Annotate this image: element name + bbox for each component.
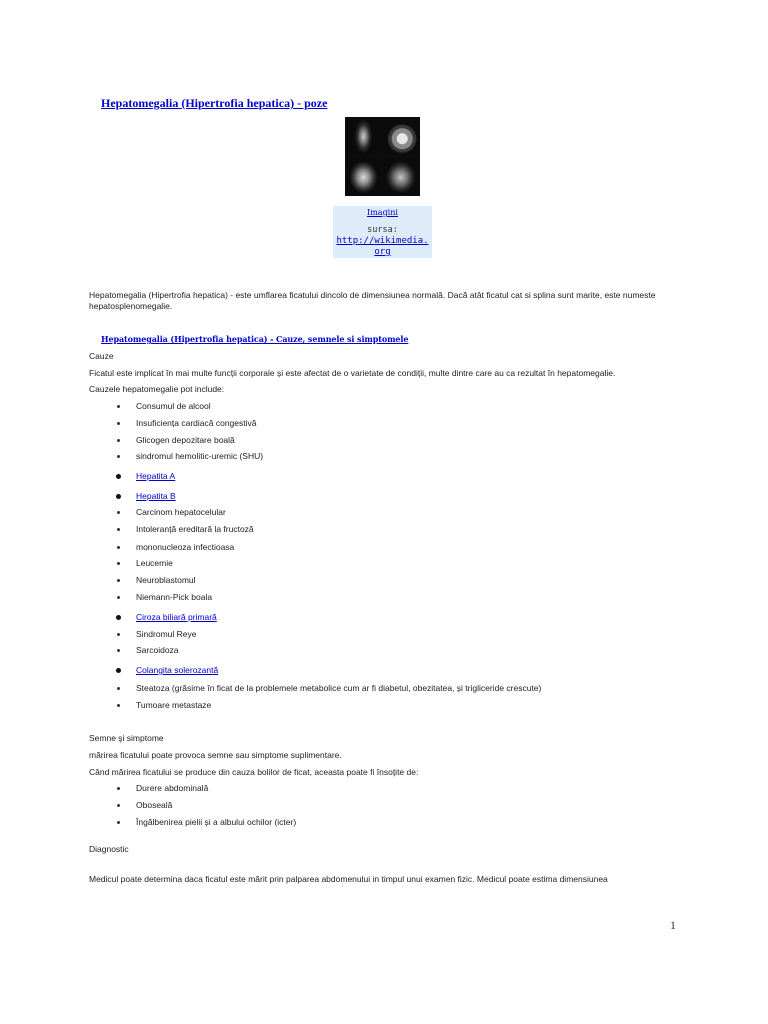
- bullet-icon: [117, 422, 120, 425]
- bullet-icon: [117, 528, 120, 531]
- list-item-label: Carcinom hepatocelular: [136, 507, 226, 517]
- bullet-icon: [117, 704, 120, 707]
- signs-paragraph: mărirea ficatului poate provoca semne sau simptome suplimentare.: [89, 750, 342, 760]
- bullet-icon: [116, 615, 121, 620]
- list-item-label: Steatoza (grăsime în ficat de la problemele metabolice cum ar fi diabetul, obezitatea, și trigliceride crescute): [136, 683, 542, 693]
- signs-heading: Semne şi simptome: [89, 733, 164, 743]
- bullet-icon: [117, 687, 120, 690]
- bullet-icon: [117, 804, 120, 807]
- ct-scan-axial-view: [384, 118, 419, 155]
- bullet-icon: [117, 511, 120, 514]
- list-item-label: Tumoare metastaze: [136, 700, 212, 710]
- list-item-link[interactable]: Hepatita A: [136, 471, 176, 481]
- list-item-label: Sindromul Reye: [136, 629, 197, 639]
- list-item-label: sindromul hemolitic-uremic (SHU): [136, 451, 264, 461]
- bullet-icon: [116, 474, 121, 479]
- list-item-label: Durere abdominală: [136, 783, 209, 793]
- list-item-link[interactable]: Hepatita B: [136, 491, 176, 501]
- image-caption: [333, 206, 432, 258]
- list-item-label: Niemann-Pick boala: [136, 592, 213, 602]
- source-url-link[interactable]: http://wikimedia.org: [336, 236, 429, 257]
- list-item-label: Leucemie: [136, 558, 173, 568]
- list-item-label: Oboseală: [136, 800, 173, 810]
- list-item-label: mononucleoza infectioasa: [136, 542, 235, 552]
- signs-intro: Când mărirea ficatului se produce din cauza bolilor de ficat, aceasta poate fi însoțite de:: [89, 767, 419, 777]
- ct-scan-axial-view-lower: [346, 158, 381, 195]
- bullet-icon: [116, 668, 121, 673]
- ct-scan-axial-view-abdomen: [384, 158, 419, 195]
- list-item-label: Neuroblastomul: [136, 575, 196, 585]
- list-item-label: Glicogen depozitare boală: [136, 435, 235, 445]
- causes-heading: Cauze: [89, 351, 114, 361]
- diagnostic-paragraph: Medicul poate determina daca ficatul este mărit prin palparea abdomenului in timpul unui examen fizic. Medicul poate estima dimensiunea: [89, 874, 608, 884]
- ct-scan-coronal-view: [346, 118, 381, 155]
- bullet-icon: [117, 546, 120, 549]
- bullet-icon: [117, 633, 120, 636]
- source-label: sursa:: [367, 225, 398, 235]
- bullet-icon: [117, 405, 120, 408]
- image-caption-link[interactable]: Imagini: [367, 208, 398, 217]
- bullet-icon: [116, 494, 121, 499]
- bullet-icon: [117, 596, 120, 599]
- list-item-label: Insuficiența cardiacă congestivă: [136, 418, 257, 428]
- bullet-icon: [117, 649, 120, 652]
- bullet-icon: [117, 821, 120, 824]
- list-item-link[interactable]: Ciroza biliară primară: [136, 612, 217, 622]
- list-item-label: Intoleranță ereditară la fructoză: [136, 524, 254, 534]
- bullet-icon: [117, 439, 120, 442]
- bullet-icon: [117, 579, 120, 582]
- causes-intro: Cauzele hepatomegalie pot include:: [89, 384, 225, 394]
- list-item-label: Consumul de alcool: [136, 401, 211, 411]
- bullet-icon: [117, 787, 120, 790]
- diagnostic-heading: Diagnostic: [89, 844, 129, 854]
- intro-paragraph: Hepatomegalia (Hipertrofia hepatica) - este umflarea ficatului dincolo de dimensiunea normală. Dacă atât ficatul cat si splina sunt marite, este numeste hepatosplenomegalie.: [89, 290, 656, 311]
- image-figure: [333, 115, 432, 258]
- list-item-link[interactable]: Colangita solerozantă: [136, 665, 219, 675]
- page-title-link[interactable]: Hepatomegalia (Hipertrofia hepatica) - poze: [101, 96, 328, 110]
- bullet-icon: [117, 562, 120, 565]
- list-item-label: Îngălbenirea pielii și a albului ochilor (icter): [136, 817, 297, 827]
- bullet-icon: [117, 455, 120, 458]
- section-heading-link[interactable]: Hepatomegalia (Hipertrofia hepatica) - Cauze, semnele si simptomele: [101, 334, 409, 344]
- list-item-label: Sarcoidoza: [136, 645, 179, 655]
- ct-scan-image[interactable]: [345, 117, 420, 196]
- causes-paragraph: Ficatul este implicat în mai multe funcții corporale și este afectat de o varietate de condiții, multe dintre care au ca rezultat în hepatomegalie.: [89, 368, 616, 378]
- page-number: 1: [670, 918, 676, 932]
